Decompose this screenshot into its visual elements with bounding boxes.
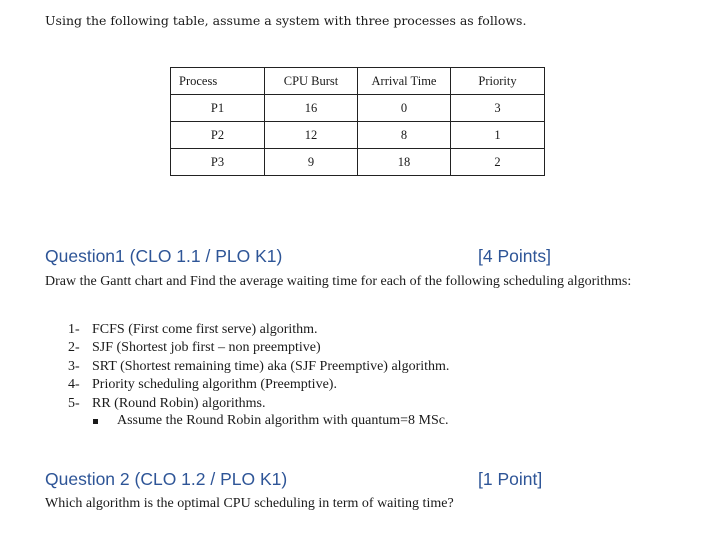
square-bullet-icon xyxy=(93,419,98,424)
algorithm-list xyxy=(68,321,449,413)
list-item-number: 2- xyxy=(68,340,80,356)
table-row xyxy=(171,122,545,149)
header-priority: Priority xyxy=(451,68,545,95)
process-table xyxy=(170,67,545,176)
table-cell: P3 xyxy=(171,149,265,176)
header-arrival-time: Arrival Time xyxy=(358,68,451,95)
list-item-number: 1- xyxy=(68,322,80,337)
intro-text: Using the following table, assume a system with three processes as follows. xyxy=(45,13,527,28)
question1-heading xyxy=(45,246,551,267)
table-cell: 1 xyxy=(451,122,545,149)
table-header-row xyxy=(171,68,545,95)
header-cpu-burst: CPU Burst xyxy=(265,68,358,95)
question2-body: Which algorithm is the optimal CPU scheduling in term of waiting time? xyxy=(45,496,454,511)
table-cell: 8 xyxy=(358,122,451,149)
rr-quantum-text: Assume the Round Robin algorithm with quantum=8 MSc. xyxy=(117,413,449,428)
table-row xyxy=(171,149,545,176)
question1-title: Question1 (CLO 1.1 / PLO K1) xyxy=(45,246,283,266)
list-item-text: FCFS (First come first serve) algorithm. xyxy=(92,322,318,337)
table-cell: P2 xyxy=(171,122,265,149)
table-cell: 18 xyxy=(358,149,451,176)
list-item-text: SRT (Shortest remaining time) aka (SJF Preemptive) algorithm. xyxy=(92,358,450,374)
question2-points: [1 Point] xyxy=(478,469,543,489)
table-cell: 3 xyxy=(451,95,545,122)
list-item-text: SJF (Shortest job first – non preemptive) xyxy=(92,340,321,356)
question2-heading xyxy=(45,469,543,490)
question1-body: Draw the Gantt chart and Find the average waiting time for each of the following scheduling algorithms: xyxy=(45,274,632,289)
question2-title: Question 2 (CLO 1.2 / PLO K1) xyxy=(45,469,288,489)
table-cell: 9 xyxy=(265,149,358,176)
list-item-text: Priority scheduling algorithm (Preemptive). xyxy=(92,377,337,393)
list-item-number: 3- xyxy=(68,358,80,374)
table-cell: 16 xyxy=(265,95,358,122)
table-row xyxy=(171,95,545,122)
table-cell: P1 xyxy=(171,95,265,122)
list-item xyxy=(68,339,449,357)
list-item-number: 4- xyxy=(68,377,80,393)
list-item-text: RR (Round Robin) algorithms. xyxy=(92,395,266,411)
list-item xyxy=(68,321,449,339)
rr-quantum-note xyxy=(96,413,448,429)
list-item xyxy=(68,376,449,394)
header-process: Process xyxy=(171,68,265,95)
table-cell: 0 xyxy=(358,95,451,122)
table-cell: 12 xyxy=(265,122,358,149)
list-item xyxy=(68,395,449,413)
table-cell: 2 xyxy=(451,149,545,176)
list-item xyxy=(68,358,449,376)
list-item-number: 5- xyxy=(68,395,80,411)
question1-points: [4 Points] xyxy=(478,246,551,266)
